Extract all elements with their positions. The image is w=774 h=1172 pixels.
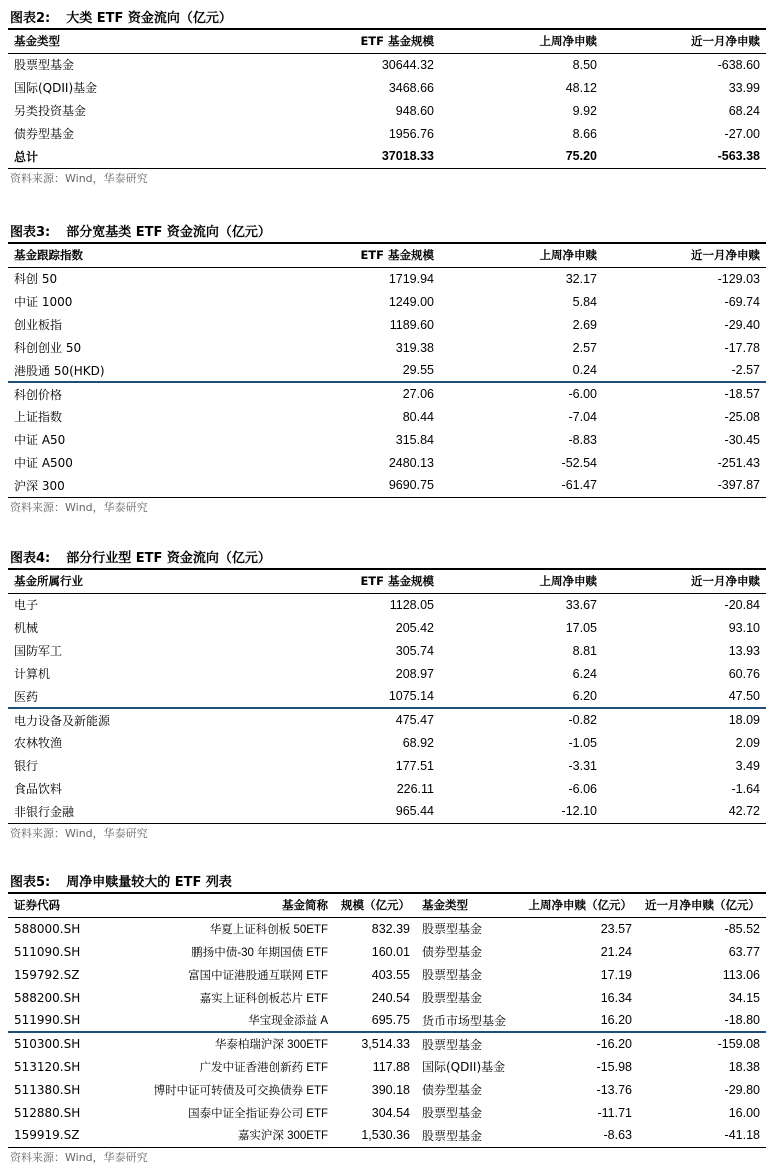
figure-caption: 部分宽基类 ETF 资金流向（亿元） [66,225,271,240]
table-cell: 2.09 [735,735,760,750]
table-cell: 304.54 [371,1105,410,1120]
table-row [8,1055,766,1078]
figure-4 [8,548,766,844]
etf-top-flow-list [8,894,766,1148]
table-cell: -1.05 [568,735,597,750]
table-cell: 3.49 [735,758,760,773]
table-cell: 债券型基金 [422,1083,483,1097]
table-cell: 上证指数 [14,410,63,424]
table-cell: 5.84 [572,294,597,309]
table-cell: 18.38 [728,1059,760,1074]
table-cell: 医药 [14,689,39,704]
table-cell: 37018.33 [168,145,440,168]
table-cell: -6.06 [568,781,597,796]
table-cell: 债券型基金 [14,127,75,141]
table-cell: -129.03 [717,271,760,286]
table-row [8,267,766,290]
table-cell: 60.76 [728,666,760,681]
table-cell: 159919.SZ [8,1124,94,1147]
column-header: 上周净申赎 [440,244,603,267]
header-row [8,894,766,917]
table-row [8,359,766,382]
source-note: 资料来源：Wind，华泰研究 [10,1150,148,1164]
table-cell: 中证 A500 [14,456,73,470]
table-cell: -25.08 [724,409,760,424]
table-cell: 国泰中证全指证券公司 ETF [188,1107,328,1120]
table-cell: -7.04 [568,409,597,424]
table-cell: -52.54 [561,455,597,470]
table-row [8,963,766,986]
table-cell: 1249.00 [388,294,434,309]
table-cell: 17.19 [600,967,632,982]
table-row [8,313,766,336]
source-note: 资料来源：Wind，华泰研究 [10,500,148,514]
table-cell: 588000.SH [14,921,81,936]
table-cell: 3468.66 [388,80,434,95]
table-cell: 0.24 [572,363,597,377]
table-cell: 2.69 [572,317,597,332]
figure-label: 图表4: [10,551,51,566]
table-cell: -1.64 [731,781,760,796]
table-cell: 8.81 [572,643,597,658]
table-cell: 广发中证香港创新药 ETF [199,1061,328,1074]
table-cell: 305.74 [395,643,434,658]
table-row [8,122,766,145]
figure-caption: 部分行业型 ETF 资金流向（亿元） [66,551,271,566]
figure-5 [8,872,766,1168]
table-cell: 319.38 [395,340,434,355]
table-cell: 511090.SH [14,944,81,959]
table-row [8,336,766,359]
figure-caption: 周净申赎量较大的 ETF 列表 [66,875,232,890]
column-header: 上周净申赎 [440,30,603,53]
table-row [8,708,766,731]
table-cell: 国际(QDII)基金 [14,81,98,95]
table-row [8,616,766,639]
table-row [8,1032,766,1055]
column-header: 基金所属行业 [8,570,168,593]
table-cell: 债券型基金 [422,945,483,959]
table-cell: 博时中证可转债及可交换债券 ETF [153,1084,328,1097]
table-cell: 315.84 [395,432,434,447]
table-cell: 511990.SH [14,1013,81,1027]
table-cell: 13.93 [728,643,760,658]
table-cell: -69.74 [724,294,760,309]
table-cell: 股票型基金 [422,922,483,937]
table-row [8,1124,766,1147]
figure-label: 图表3: [10,225,51,240]
table-cell: 港股通 50(HKD) [14,363,105,378]
table-cell: 1189.60 [389,317,434,332]
table-cell: 511380.SH [14,1082,81,1097]
table-row [8,986,766,1009]
table-row [8,940,766,963]
table-cell: 科创价格 [8,382,168,405]
table-cell: 1956.76 [388,126,434,141]
table-cell: 47.50 [728,689,760,703]
table-cell: 29.55 [402,363,434,377]
table-cell: -0.82 [440,708,603,731]
table-cell: 股票型基金 [416,1124,520,1147]
table-cell: -8.83 [568,432,597,447]
table-row [8,754,766,777]
column-header: 基金类型 [8,30,168,53]
table-cell: 512880.SH [14,1105,81,1120]
table-cell: 832.39 [371,921,410,936]
table-cell: 2480.13 [388,455,434,470]
table-cell: 嘉实沪深 300ETF [94,1124,334,1147]
table-row [8,428,766,451]
table-cell: 510300.SH [8,1032,94,1055]
column-header: 近一月净申赎 [603,244,766,267]
table-cell: 80.44 [402,409,434,424]
table-cell: -397.87 [603,474,766,497]
table-cell: 国际(QDII)基金 [422,1060,506,1074]
table-cell: 非银行金融 [8,800,168,823]
table-row [8,451,766,474]
table-cell: 17.05 [565,620,597,635]
figure-3-title [8,222,766,244]
header-row [8,30,766,53]
table-row [8,593,766,616]
table-cell: -16.20 [520,1032,638,1055]
table-cell: 16.34 [600,990,632,1005]
table-cell: -13.76 [596,1082,632,1097]
table-cell: 中证 1000 [14,295,73,309]
table-row [8,639,766,662]
table-cell: 30644.32 [381,57,434,72]
column-header: 近一月净申赎 [603,570,766,593]
column-header: 近一月净申赎 [603,30,766,53]
figure-5-title [8,872,766,894]
etf-flow-table-broad [8,244,766,498]
table-cell: -85.52 [724,921,760,936]
table-cell: 股票型基金 [422,968,483,982]
table-cell: 1128.05 [389,597,434,612]
table-cell: 华宝现金添益 A [248,1015,328,1027]
column-header: 证券代码 [8,894,94,917]
source-note: 资料来源：Wind，华泰研究 [10,171,148,185]
table-cell: 513120.SH [14,1059,81,1074]
table-row [8,1101,766,1124]
table-cell: -27.00 [724,126,760,141]
column-header: 上周净申赎（亿元） [520,894,638,917]
etf-flow-table-industry [8,570,766,824]
column-header: 基金简称 [94,894,334,917]
table-cell: 科创创业 50 [14,341,82,355]
table-cell: -159.08 [638,1032,766,1055]
table-cell: 18.09 [603,708,766,731]
table-cell: 富国中证港股通互联网 ETF [188,969,328,982]
etf-flow-table-major [8,30,766,169]
table-row [8,290,766,313]
table-cell: -6.00 [440,382,603,405]
table-cell: 34.15 [728,990,760,1005]
table-cell: 208.97 [395,666,434,681]
table-cell: 8.66 [572,126,597,141]
table-cell: -29.80 [724,1082,760,1097]
table-cell: 27.06 [168,382,440,405]
table-cell: 33.99 [728,80,760,95]
column-header: ETF 基金规模 [168,570,440,593]
table-cell: 股票型基金 [422,1106,483,1120]
table-row [8,1009,766,1032]
table-cell: 8.50 [572,57,597,72]
table-cell: 银行 [14,759,39,773]
table-cell: 42.72 [603,800,766,823]
column-header: ETF 基金规模 [168,30,440,53]
table-row [8,777,766,800]
table-cell: -29.40 [724,317,760,332]
table-row [8,99,766,122]
column-header: 近一月净申赎（亿元） [638,894,766,917]
table-cell: 16.20 [600,1013,632,1027]
table-cell: 75.20 [440,145,603,168]
figure-2-title [8,8,766,30]
column-header: 基金跟踪指数 [8,244,168,267]
table-cell: 6.24 [572,666,597,681]
table-cell: -17.78 [724,340,760,355]
table-cell: 国防军工 [14,644,63,658]
table-cell: 93.10 [728,620,760,635]
table-cell: 113.06 [722,967,760,982]
table-row [8,145,766,168]
table-cell: 科创 50 [14,272,58,287]
table-row [8,474,766,497]
figure-4-title [8,548,766,570]
column-header: 基金类型 [416,894,520,917]
table-row [8,382,766,405]
table-cell: 226.11 [396,781,434,796]
table-cell: 240.54 [371,990,410,1005]
table-cell: 6.20 [572,689,597,703]
table-cell: 588200.SH [14,990,81,1005]
table-row [8,662,766,685]
table-row [8,685,766,708]
table-cell: 机械 [14,621,39,635]
table-cell: 食品饮料 [14,782,63,796]
table-cell: 电力设备及新能源 [8,708,168,731]
table-cell: 63.77 [728,944,760,959]
figure-caption: 大类 ETF 资金流向（亿元） [66,11,232,26]
table-cell: 48.12 [565,80,597,95]
table-cell: 205.42 [395,620,434,635]
column-header: ETF 基金规模 [168,244,440,267]
header-row [8,244,766,267]
table-cell: 另类投资基金 [14,104,87,118]
table-row [8,917,766,940]
table-cell: 电子 [14,598,39,613]
table-cell: -3.31 [568,758,597,773]
table-cell: -18.57 [603,382,766,405]
table-cell: 1075.14 [388,689,434,703]
table-cell: 403.55 [371,967,410,982]
table-cell: -563.38 [603,145,766,168]
column-header: 规模（亿元） [334,894,416,917]
table-cell: 159792.SZ [14,967,80,982]
table-cell: 475.47 [168,708,440,731]
table-cell: 嘉实上证科创板芯片 ETF [199,992,328,1005]
table-cell: -251.43 [717,455,760,470]
table-cell: 农林牧渔 [14,736,63,750]
table-cell: 117.88 [372,1059,410,1074]
table-cell: 21.24 [600,944,632,959]
table-cell: -8.63 [520,1124,638,1147]
table-cell: -20.84 [724,597,760,612]
column-header: 上周净申赎 [440,570,603,593]
table-cell: 965.44 [168,800,440,823]
table-cell: -61.47 [440,474,603,497]
figure-label: 图表5: [10,875,51,890]
table-cell: -18.80 [724,1013,760,1027]
table-row [8,405,766,428]
table-cell: 1,530.36 [334,1124,416,1147]
table-cell: 股票型基金 [416,1032,520,1055]
table-cell: 160.01 [371,944,410,959]
header-row [8,570,766,593]
table-cell: 68.92 [402,735,434,750]
source-note: 资料来源：Wind，华泰研究 [10,826,148,840]
table-cell: 1719.94 [388,271,434,286]
table-cell: -2.57 [731,363,760,377]
table-cell: 9690.75 [168,474,440,497]
table-cell: 695.75 [371,1013,410,1027]
table-cell: 2.57 [572,340,597,355]
table-cell: 68.24 [728,103,760,118]
table-cell: 33.67 [565,597,597,612]
table-row [8,1078,766,1101]
figure-2 [8,8,766,189]
table-cell: 948.60 [395,103,434,118]
table-cell: 股票型基金 [422,991,483,1005]
table-cell: -11.71 [597,1105,632,1120]
table-cell: 货币市场型基金 [422,1013,507,1028]
table-cell: -638.60 [717,57,760,72]
table-row [8,731,766,754]
table-cell: 股票型基金 [14,58,75,73]
figure-label: 图表2: [10,11,51,26]
table-cell: 390.18 [371,1082,410,1097]
table-cell: 鹏扬中债-30 年期国债 ETF [191,946,328,959]
table-cell: 中证 A50 [14,433,66,447]
table-row [8,800,766,823]
table-cell: 沪深 300 [8,474,168,497]
table-cell: 9.92 [572,103,597,118]
table-cell: 16.00 [728,1105,760,1120]
table-cell: -41.18 [638,1124,766,1147]
table-row [8,53,766,76]
figure-3 [8,222,766,518]
table-cell: 3,514.33 [334,1032,416,1055]
table-cell: -12.10 [440,800,603,823]
table-cell: 华夏上证科创板 50ETF [209,923,328,936]
table-cell: 创业板指 [14,318,63,332]
table-cell: 23.57 [600,921,632,936]
table-cell: 177.51 [395,758,434,773]
table-cell: 华泰柏瑞沪深 300ETF [94,1032,334,1055]
table-row [8,76,766,99]
table-cell: -30.45 [724,432,760,447]
table-cell: 32.17 [565,271,597,286]
table-cell: -15.98 [596,1059,632,1074]
table-cell: 总计 [8,145,168,168]
table-cell: 计算机 [14,667,51,681]
